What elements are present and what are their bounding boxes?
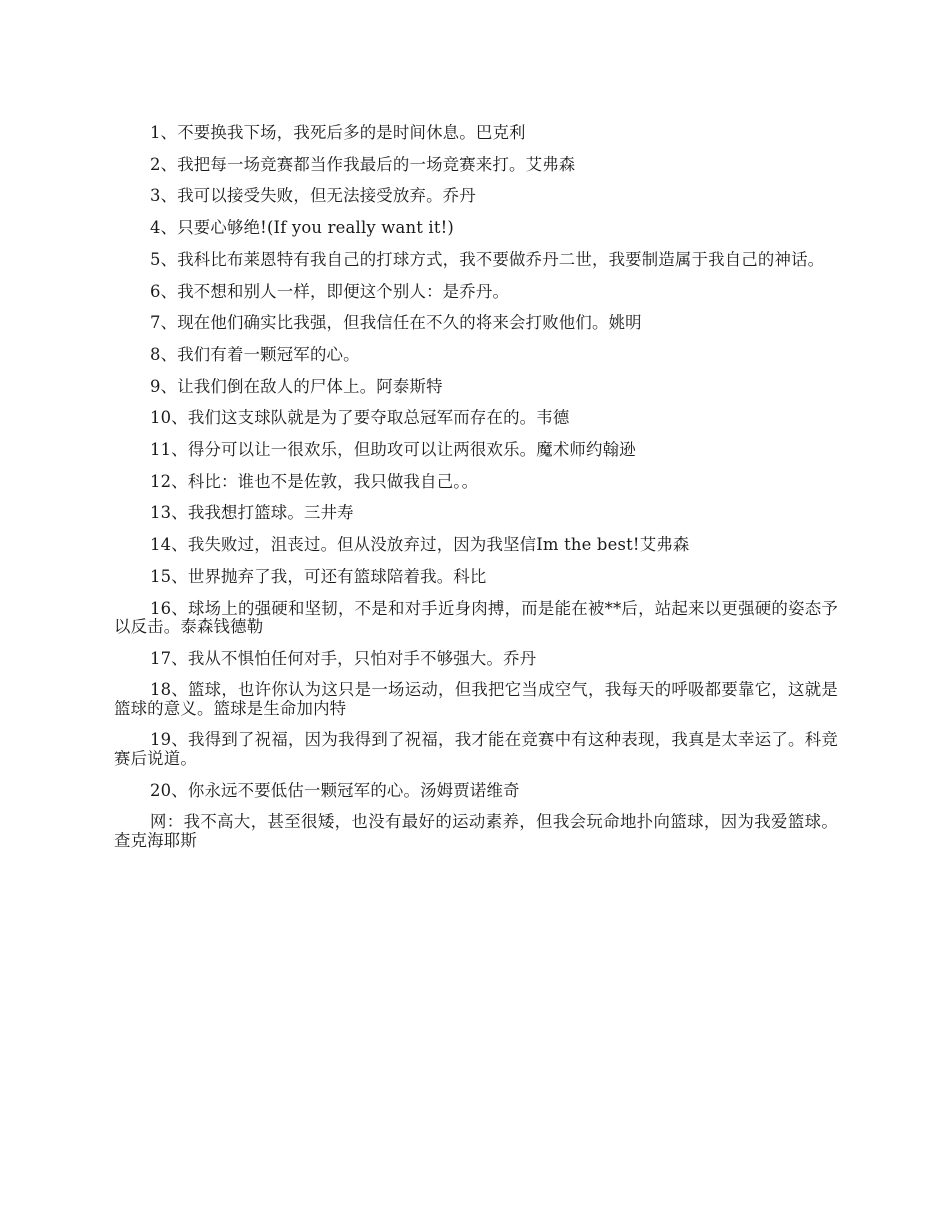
quote-paragraph-2: 2、我把每一场竞赛都当作我最后的一场竞赛来打。艾弗森 xyxy=(150,154,576,174)
quote-paragraph-4: 4、只要心够绝!(If you really want it!) xyxy=(150,218,455,238)
quote-paragraph-3: 3、我可以接受失败，但无法接受放弃。乔丹 xyxy=(150,186,476,206)
quote-paragraph-20: 20、你永远不要低估一颗冠军的心。汤姆贾诺维奇 xyxy=(150,780,520,800)
quote-paragraph-21: 网：我不高大，甚至很矮，也没有最好的运动素养，但我会玩命地扑向篮球，因为我爱篮球。查克海耶斯 xyxy=(114,812,838,850)
quote-paragraph-16: 16、球场上的强硬和坚韧，不是和对手近身肉搏，而是能在被**后，站起来以更强硬的姿态予以反击。泰森钱德勒 xyxy=(114,598,838,636)
quote-paragraph-5: 5、我科比布莱恩特有我自己的打球方式，我不要做乔丹二世，我要制造属于我自己的神话。 xyxy=(150,249,825,269)
quote-paragraph-14: 14、我失败过，沮丧过。但从没放弃过，因为我坚信Im the best!艾弗森 xyxy=(150,535,690,555)
quote-paragraph-18: 18、篮球，也许你认为这只是一场运动，但我把它当成空气，我每天的呼吸都要靠它，这就是篮球的意义。篮球是生命加内特 xyxy=(114,680,838,718)
quote-paragraph-8: 8、我们有着一颗冠军的心。 xyxy=(150,344,360,364)
quote-paragraph-1: 1、不要换我下场，我死后多的是时间休息。巴克利 xyxy=(150,123,526,142)
quote-paragraph-17: 17、我从不惧怕任何对手，只怕对手不够强大。乔丹 xyxy=(150,648,537,668)
quote-paragraph-11: 11、得分可以让一很欢乐，但助攻可以让两很欢乐。魔术师约翰逊 xyxy=(150,440,636,460)
quote-list xyxy=(114,124,838,863)
quote-paragraph-13: 13、我我想打篮球。三井寿 xyxy=(150,503,354,523)
quote-paragraph-9: 9、让我们倒在敌人的尸体上。阿泰斯特 xyxy=(150,376,443,396)
quote-paragraph-7: 7、现在他们确实比我强，但我信任在不久的将来会打败他们。姚明 xyxy=(150,313,642,333)
quote-paragraph-15: 15、世界抛弃了我，可还有篮球陪着我。科比 xyxy=(150,566,487,586)
quote-paragraph-12: 12、科比：谁也不是佐敦，我只做我自己。。 xyxy=(150,471,479,491)
quote-paragraph-19: 19、我得到了祝福，因为我得到了祝福，我才能在竞赛中有这种表现，我真是太幸运了。科竞赛后说道。 xyxy=(114,730,838,768)
quote-paragraph-6: 6、我不想和别人一样，即便这个别人：是乔丹。 xyxy=(150,281,510,301)
quote-paragraph-10: 10、我们这支球队就是为了要夺取总冠军而存在的。韦德 xyxy=(150,408,570,428)
